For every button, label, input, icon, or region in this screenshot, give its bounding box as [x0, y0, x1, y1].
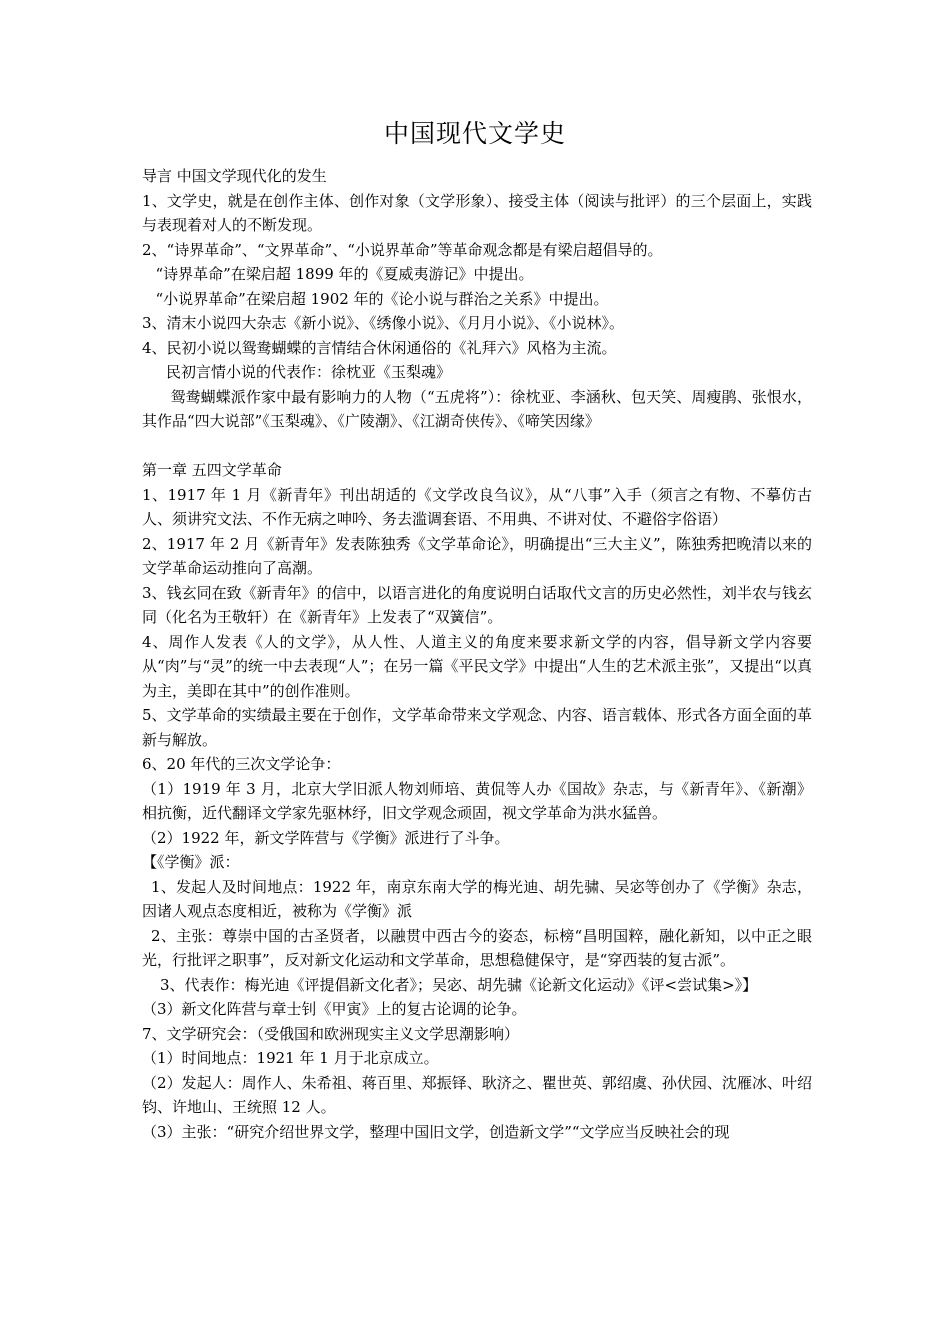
section-heading-chapter1: 第一章 五四文学革命	[142, 461, 282, 479]
paragraph: （3）主张：“研究介绍世界文学，整理中国旧文学，创造新文学”“文学应当反映社会的现	[142, 1122, 730, 1141]
paragraph: 1、文学史，就是在创作主体、创作对象（文学形象）、接受主体（阅读与批评）的三个层面上，实践与表现着对人的不断发现。	[142, 191, 812, 234]
section-heading-intro: 导言 中国文学现代化的发生	[142, 167, 327, 185]
paragraph: 5、文学革命的实绩最主要在于创作，文学革命带来文学观念、内容、语言载体、形式各方面全面的革新与解放。	[142, 706, 812, 749]
paragraph: 4、周作人发表《人的文学》，从人性、人道主义的角度来要求新文学的内容，倡导新文学内容要从“肉”与“灵”的统一中去表现“人”；在另一篇《平民文学》中提出“人生的艺术派主张”，又提出“以真为主，美即在其中”的创作准则。	[142, 632, 812, 700]
paragraph: 1、发起人及时间地点：1922 年，南京东南大学的梅光迪、胡先骕、吴宓等创办了《学衡》杂志，因诸人观点态度相近，被称为《学衡》派	[142, 877, 812, 920]
paragraph: 3、代表作：梅光迪《评提倡新文化者》；吴宓、胡先骕《论新文化运动》《评<尝试集>》】	[160, 975, 758, 994]
paragraph: （2）发起人：周作人、朱希祖、蒋百里、郑振铎、耿济之、瞿世英、郭绍虞、孙伏园、沈雁冰、叶绍钧、许地山、王统照 12 人。	[142, 1073, 812, 1116]
paragraph: 2、1917 年 2 月《新青年》发表陈独秀《文学革命论》，明确提出“三大主义”，陈独秀把晚清以来的文学革命运动推向了高潮。	[142, 534, 812, 577]
page-title: 中国现代文学史	[383, 119, 566, 148]
paragraph: 3、清末小说四大杂志《新小说》、《绣像小说》、《月月小说》、《小说林》。	[142, 314, 625, 332]
paragraph: （2）1922 年，新文学阵营与《学衡》派进行了斗争。	[142, 828, 510, 847]
paragraph: 4、民初小说以鸳鸯蝴蝶的言情结合休闲通俗的《礼拜六》风格为主流。	[142, 338, 617, 357]
paragraph: 1、1917 年 1 月《新青年》刊出胡适的《文学改良刍议》，从“八事”入手（须言之有物、不摹仿古人、须讲究文法、不作无病之呻吟、务去滥调套语、不用典、不讲对仗、不避俗字俗语）	[142, 485, 812, 528]
paragraph: 6、20 年代的三次文学论争：	[142, 755, 341, 773]
paragraph: 3、钱玄同在致《新青年》的信中，以语言进化的角度说明白话取代文言的历史必然性，刘半农与钱玄同（化名为王敬轩）在《新青年》上发表了“双簧信”。	[142, 583, 812, 626]
paragraph: （1）时间地点：1921 年 1 月于北京成立。	[142, 1049, 439, 1067]
paragraph: 2、“诗界革命”、“文界革命”、“小说界革命”等革命观念都是有梁启超倡导的。	[142, 240, 663, 259]
section-spacer	[142, 434, 812, 459]
paragraph: 2、主张：尊崇中国的古圣贤者，以融贯中西古今的姿态，标榜“昌明国粹，融化新知，以中正之眼光，行批评之职事”，反对新文化运动和文学革命，思想稳健保守，是“穿西装的复古派”。	[142, 926, 812, 969]
paragraph: （3）新文化阵营与章士钊《甲寅》上的复古论调的论争。	[142, 1000, 527, 1018]
paragraph: 民初言情小说的代表作：徐枕亚《玉梨魂》	[166, 363, 452, 381]
paragraph: （1）1919 年 3 月，北京大学旧派人物刘师培、黄侃等人办《国故》杂志，与《新青年》、《新潮》相抗衡，近代翻译文学家先驱林纾，旧文学观念顽固，视文学革命为洪水猛兽。	[142, 779, 812, 822]
paragraph: 7、文学研究会：（受俄国和欧洲现实主义文学思潮影响）	[142, 1024, 520, 1043]
paragraph: 鸳鸯蝴蝶派作家中最有影响力的人物（“五虎将”）：徐枕亚、李涵秋、包天笑、周瘦鹃、张恨水，其作品“四大说部”《玉梨魂》、《广陵潮》、《江湖奇侠传》、《啼笑因缘》	[142, 387, 812, 430]
document-body	[142, 164, 812, 1144]
paragraph: “小说界革命”在梁启超 1902 年的《论小说与群治之关系》中提出。	[155, 289, 609, 308]
paragraph: 【《学衡》派：	[142, 853, 240, 871]
paragraph: “诗界革命”在梁启超 1899 年的《夏威夷游记》中提出。	[155, 265, 534, 283]
